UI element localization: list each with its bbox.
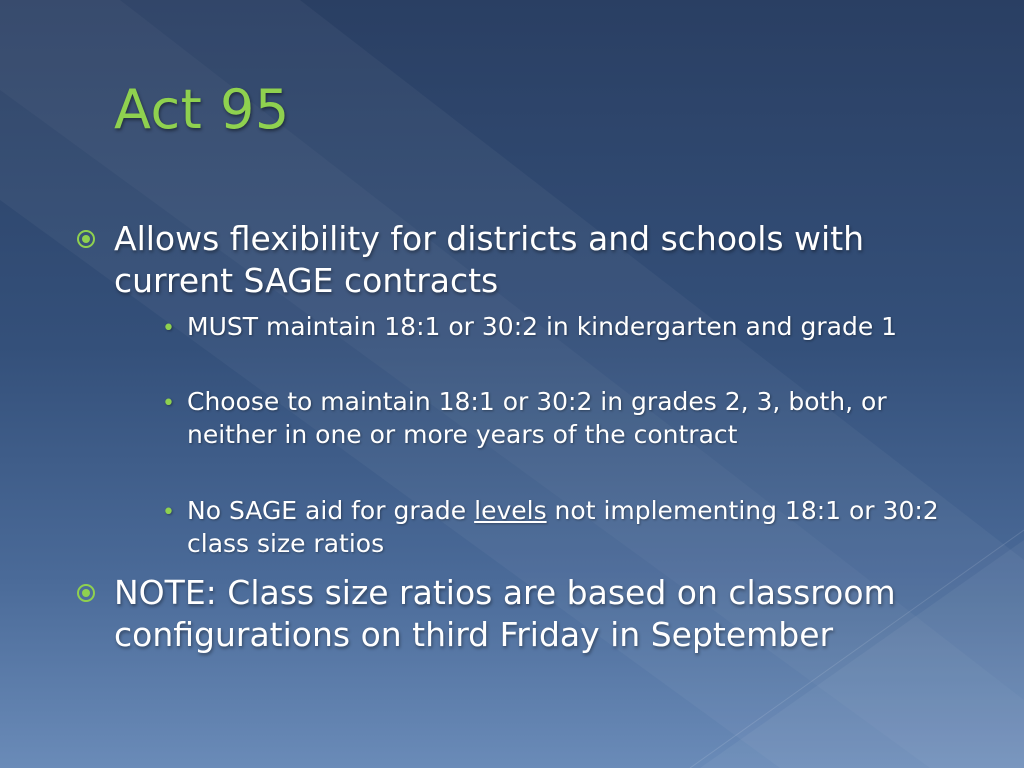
slide-title: Act 95	[114, 78, 290, 141]
circled-dot-bullet-icon	[76, 229, 96, 249]
sub-bullet-dot-icon: •	[162, 391, 175, 416]
bullet-text: NOTE: Class size ratios are based on classroom configurations on third Friday in September	[114, 573, 896, 654]
levels-link[interactable]: levels	[474, 496, 547, 525]
sub-bullet-item	[162, 494, 947, 560]
sub-bullet-dot-icon: •	[162, 500, 175, 525]
sub-bullet-text: Choose to maintain 18:1 or 30:2 in grades 2, 3, both, or neither in one or more years of the contract	[187, 387, 887, 449]
sub-bullet-text: MUST maintain 18:1 or 30:2 in kindergarten and grade 1	[187, 312, 898, 341]
bullet-item	[114, 572, 974, 656]
circled-dot-bullet-icon	[76, 583, 96, 603]
sub-bullet-text-pre: No SAGE aid for grade	[187, 496, 475, 525]
sub-bullet-text-post: not implementing 18:1 or 30:2 class size ratios	[187, 496, 939, 558]
sub-bullet-text	[187, 496, 939, 558]
bullet-text: Allows flexibility for districts and schools with current SAGE contracts	[114, 219, 865, 300]
sub-bullet-dot-icon: •	[162, 316, 175, 341]
sub-bullet-item	[162, 385, 947, 451]
bullet-item	[114, 218, 974, 302]
sub-bullet-item	[162, 310, 947, 343]
